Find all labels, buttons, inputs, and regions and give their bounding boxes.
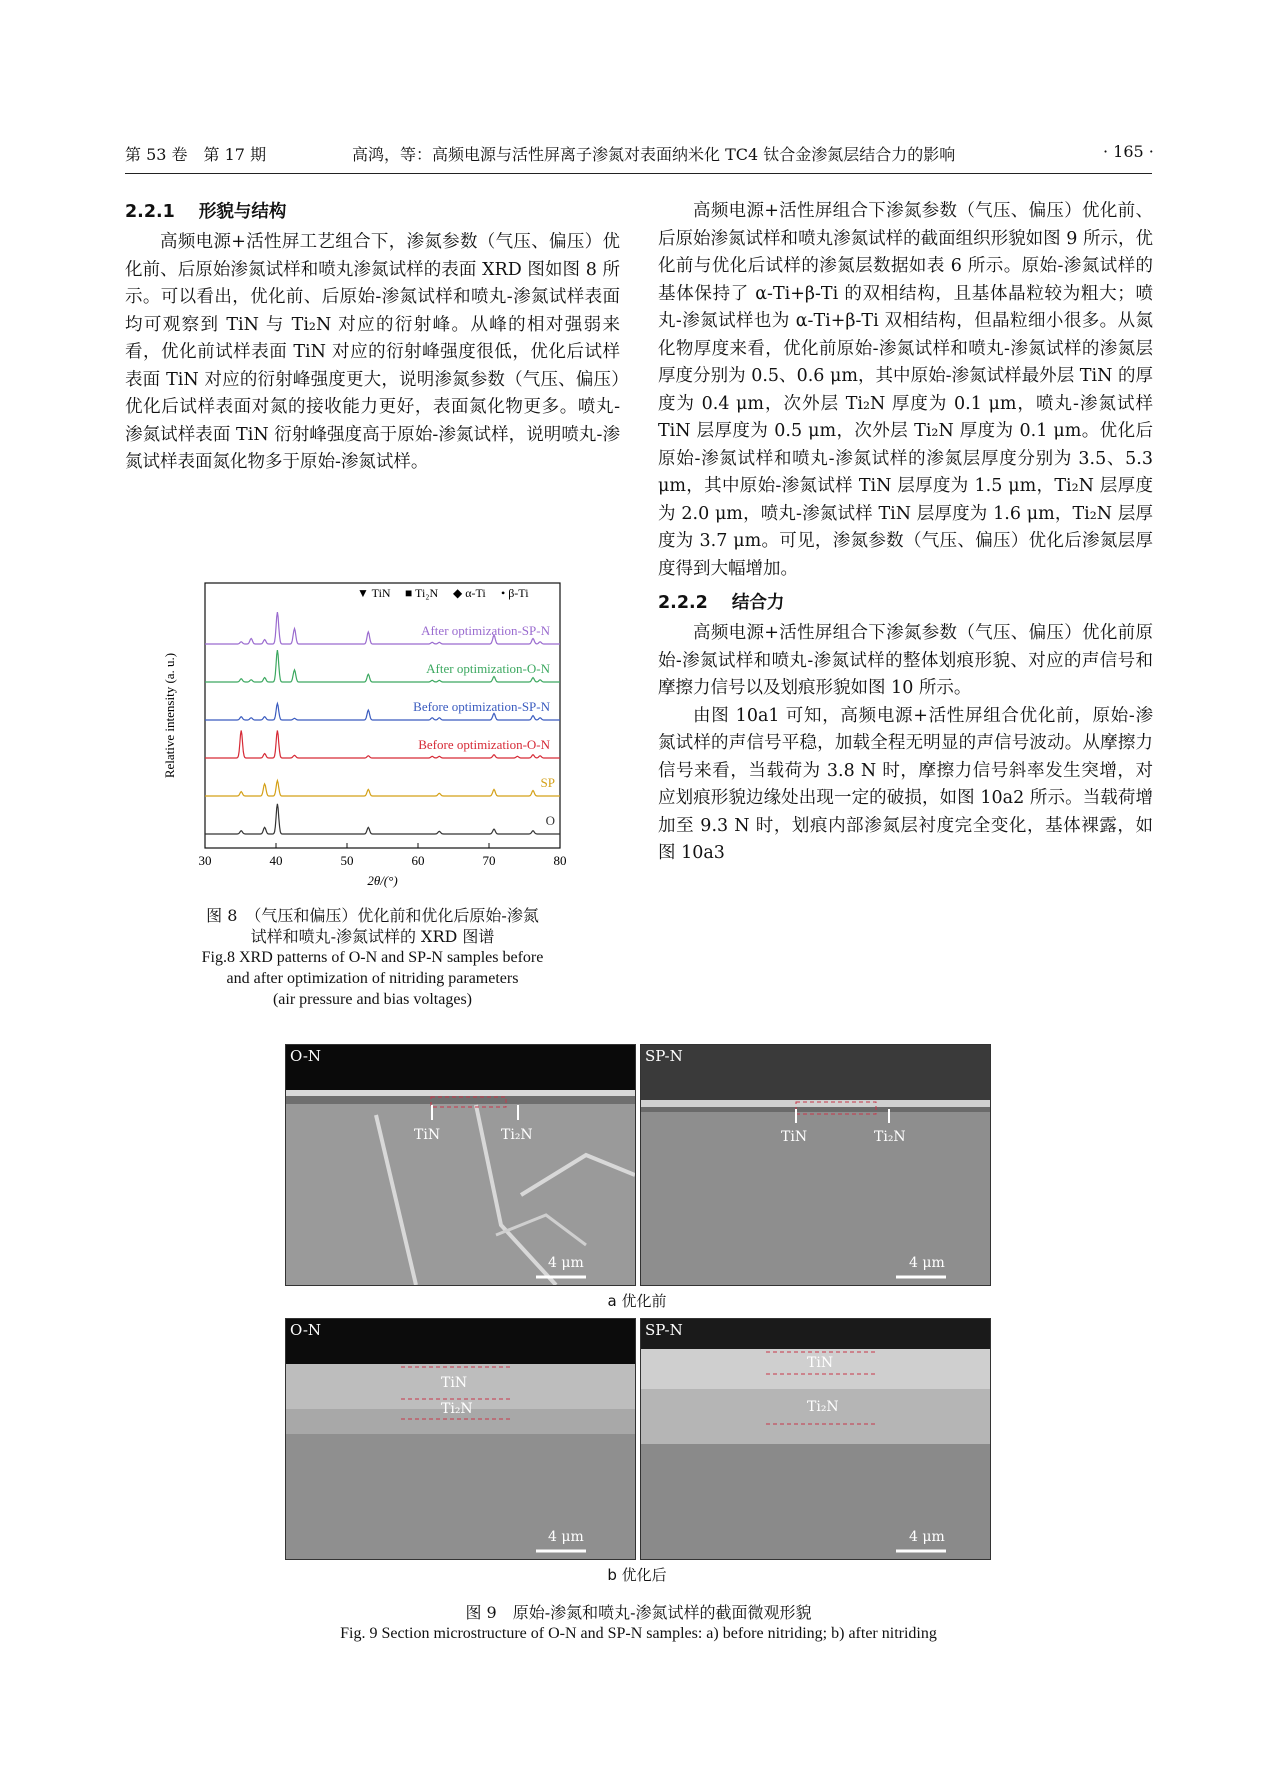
sem-panel-a-on [285,1044,636,1286]
section-title: 形貌与结构 [198,202,287,222]
ti2n-label: Ti₂N [807,1399,839,1415]
series-label: After optimization-SP-N [421,623,550,638]
legend-entry: ▼ TiN [357,586,391,600]
journal-volume-issue: 第 53 卷 第 17 期 [125,145,267,164]
section-heading-222 [658,589,1153,614]
legend-entry: ◆ α-Ti [453,586,486,600]
scale-bar-label: 4 μm [909,1255,945,1271]
scale-bar-label: 4 μm [548,1529,584,1545]
sem-panel-a-spn [640,1044,991,1286]
paragraph: 高频电源+活性屏组合下渗氮参数（气压、偏压）优化前、后原始渗氮试样和喷丸渗氮试样的截面组织形貌如图 9 所示，优化前与优化后试样的渗氮层数据如表 6 所示。原始-渗氮试样的基体保持了 α-Ti+β-Ti 的双相结构，且基体晶粒较为粗大；喷丸-渗氮试样也为 α-Ti+β-Ti 双相结构，但晶粒细小很多。从氮化物厚度来看，优化前原始-渗氮试样和喷丸-渗氮试样的渗氮层厚度分别为 0.5、0.6 μm，其中原始-渗氮试样最外层 TiN 的厚度为 0.4 μm，次外层 Ti₂N 厚度为 0.1 μm，喷丸-渗氮试样 TiN 层厚度为 0.5 μm，次外层 Ti₂N 厚度为 0.1 μm。优化后原始-渗氮试样和喷丸-渗氮试样的渗氮层厚度分别为 3.5、5.3 μm，其中原始-渗氮试样 TiN 层厚度为 1.5 μm，Ti₂N 层厚度为 2.0 μm，喷丸-渗氮试样 TiN 层厚度为 1.6 μm，Ti₂N 层厚度为 3.7 μm。可见，渗氮参数（气压、偏压）优化后渗氮层厚度得到大幅增加。 [658,201,1153,579]
ti2n-label: Ti₂N [441,1401,473,1417]
sem-image [286,1045,635,1285]
right-column [658,198,1153,868]
series-label: After optimization-O-N [426,661,550,676]
fig9-subcaption-b: b 优化后 [607,1566,667,1584]
series-label: SP [540,775,555,790]
panel-tag: O-N [290,1321,322,1339]
tin-label: TiN [807,1355,834,1371]
fig9-caption-cn: 图 9 原始-渗氮和喷丸-渗氮试样的截面微观形貌 [465,1603,812,1622]
x-tick-label: 50 [340,853,354,868]
x-axis-label: 2θ/(°) [367,873,398,888]
ti2n-label: Ti₂N [501,1127,533,1143]
panel-tag: O-N [290,1047,322,1065]
fig8-caption-cn-1: 图 8 （气压和偏压）优化前和优化后原始-渗氮 [206,906,539,925]
x-tick-label: 70 [482,853,496,868]
series-line [205,781,560,796]
x-tick-label: 60 [411,853,425,868]
panel-tag: SP-N [645,1047,683,1065]
sem-panel-b-spn [640,1318,991,1560]
page-number: · 165 · [1103,142,1154,161]
fig9-caption-en: Fig. 9 Section microstructure of O-N and SP-N samples: a) before nitriding; b) after nitriding [340,1625,937,1642]
fig8-caption-en-1: Fig.8 XRD patterns of O-N and SP-N samples before [201,949,544,966]
section-heading-221 [125,198,620,223]
y-axis-label: Relative intensity (a. u.) [162,652,177,779]
running-title: 高鸿，等：高频电源与活性屏离子渗氮对表面纳米化 TC4 钛合金渗氮层结合力的影响 [352,145,956,164]
x-tick-label: 30 [198,853,212,868]
series-line [205,804,560,834]
ti2n-label: Ti₂N [874,1129,906,1145]
sem-image [286,1319,635,1559]
legend-entry: • β-Ti [501,586,529,600]
x-tick-label: 80 [553,853,567,868]
series-label: O [545,813,555,828]
fig8-caption-en-2: and after optimization of nitriding parameters [226,970,519,987]
tin-label: TiN [441,1375,468,1391]
x-tick-label: 40 [269,853,283,868]
section-number: 2.2.2 [658,593,708,613]
scale-bar-label: 4 μm [548,1255,584,1271]
tin-label: TiN [781,1129,808,1145]
panel-tag: SP-N [645,1321,683,1339]
sem-image [641,1045,990,1285]
sem-panel-b-on [285,1318,636,1560]
fig8-caption-en-3: (air pressure and bias voltages) [272,991,473,1008]
fig8-caption-cn-2: 试样和喷丸-渗氮试样的 XRD 图谱 [250,927,495,946]
scale-bar-label: 4 μm [909,1529,945,1545]
paragraph: 高频电源+活性屏工艺组合下，渗氮参数（气压、偏压）优化前、后原始渗氮试样和喷丸渗氮试样的表面 XRD 图如图 8 所示。可以看出，优化前、后原始-渗氮试样和喷丸-渗氮试样表面均可观察到 TiN 与 Ti₂N 对应的衍射峰。从峰的相对强弱来看，优化前试样表面 TiN 对应的衍射峰强度很低，优化后试样表面 TiN 对应的衍射峰强度更大，说明渗氮参数（气压、偏压）优化后试样表面对氮的接收能力更好，表面氮化物更多。喷丸-渗氮试样表面 TiN 衍射峰强度高于原始-渗氮试样，说明喷丸-渗氮试样表面氮化物多于原始-渗氮试样。 [125,232,620,472]
paragraph: 高频电源+活性屏组合下渗氮参数（气压、偏压）优化前原始-渗氮试样和喷丸-渗氮试样的整体划痕形貌、对应的声信号和摩擦力信号以及划痕形貌如图 10 所示。 [658,623,1153,698]
xrd-plot [160,575,570,900]
fig8-caption [125,905,620,1010]
paragraph: 由图 10a1 可知，高频电源+活性屏组合优化前，原始-渗氮试样的声信号平稳，加载全程无明显的声信号波动。从摩擦力信号来看，当载荷为 3.8 N 时，摩擦力信号斜率发生突增，对应划痕形貌边缘处出现一定的破损，如图 10a2 所示。当载荷增加至 9.3 N 时，划痕内部渗氮层衬度完全变化，基体裸露，如图 10a3 [658,705,1153,863]
fig9-caption [125,1602,1152,1644]
section-title: 结合力 [731,593,785,613]
fig9-subcaption-a: a 优化前 [607,1292,667,1310]
legend-entry: ■ Ti₂N [405,586,439,600]
tin-label: TiN [414,1127,441,1143]
header-rule [125,173,1152,174]
left-column [125,198,620,477]
series-label: Before optimization-SP-N [413,699,550,714]
series-label: Before optimization-O-N [418,737,550,752]
fig8-chart [160,575,570,900]
section-number: 2.2.1 [125,202,175,222]
